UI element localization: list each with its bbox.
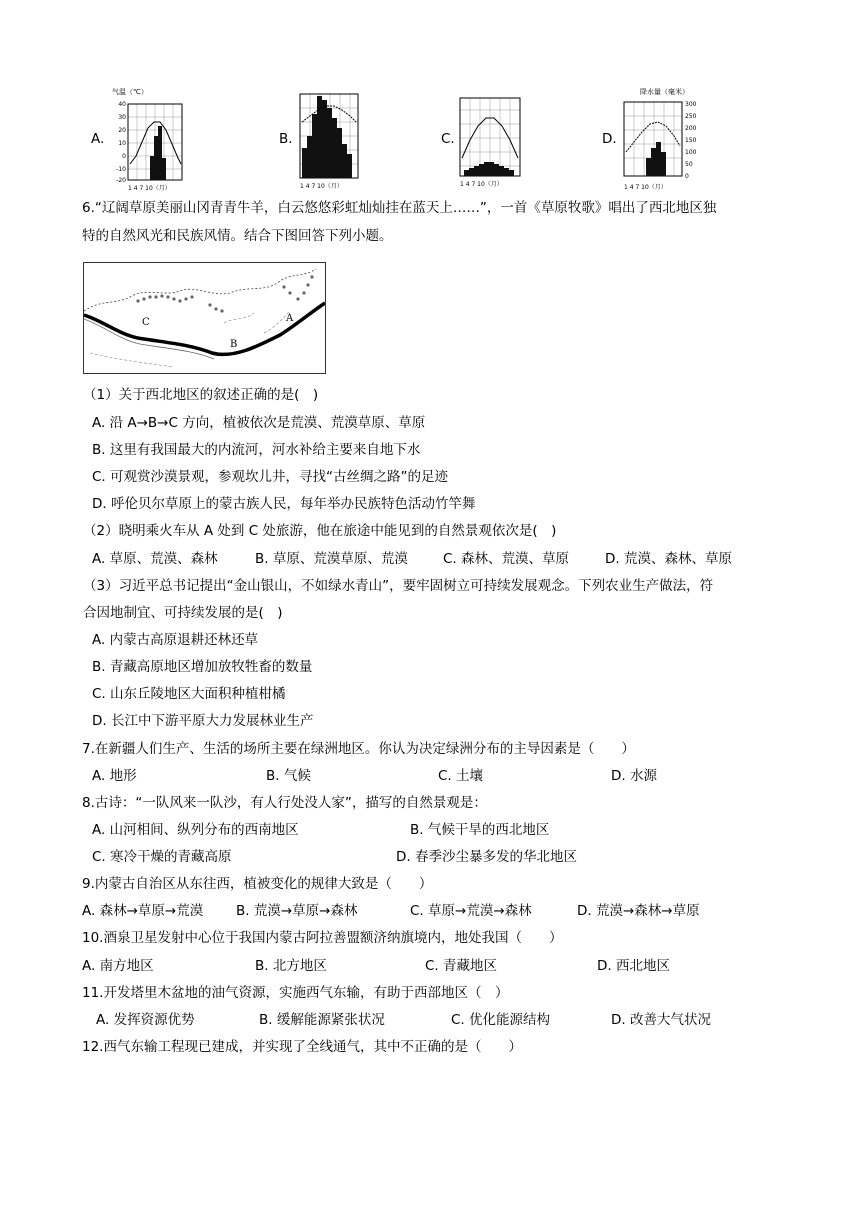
q10-option-c[interactable]: C. 青藏地区 [425,958,498,974]
svg-text:20: 20 [118,127,126,134]
q6-sub3-option-b[interactable]: B. 青藏高原地区增加放牧牲畜的数量 [92,659,313,675]
q10-option-b[interactable]: B. 北方地区 [255,958,327,974]
q6-sub1-option-d[interactable]: D. 呼伦贝尔草原上的蒙古族人民，每年举办民族特色活动竹竿舞 [92,496,476,512]
q8-option-b[interactable]: B. 气候干旱的西北地区 [410,822,550,838]
q6-sub3-stem-line2: 合因地制宜、可持续发展的是( ) [83,605,283,621]
q6-sub3-stem-line1: （3）习近平总书记提出“金山银山，不如绿水青山”，要牢固树立可持续发展观念。下列农业生产做法，符 [83,578,714,594]
q9-option-a[interactable]: A. 森林→草原→荒漠 [82,903,204,919]
q6-sub3-option-d[interactable]: D. 长江中下游平原大力发展林业生产 [92,713,314,729]
q6-sub1-option-c[interactable]: C. 可观赏沙漠景观，参观坎儿井，寻找“古丝绸之路”的足迹 [92,469,448,485]
chart-d-ytitle: 降水量（毫米） [640,88,689,96]
option-c-label: C. [441,131,455,147]
q6-sub3-option-c[interactable]: C. 山东丘陵地区大面积种植柑橘 [92,686,286,702]
q8-stem: 8.古诗：“一队风来一队沙，有人行处没人家”，描写的自然景观是： [82,795,487,811]
q10-option-a[interactable]: A. 南方地区 [82,958,154,974]
q6-stem-line1: 6.“辽阔草原美丽山冈青青牛羊，白云悠悠彩虹灿灿挂在蓝天上……”，一首《草原牧歌》唱出了西北地区独 [82,200,717,216]
q9-option-c[interactable]: C. 草原→荒漠→森林 [410,903,532,919]
q8-option-d[interactable]: D. 春季沙尘暴多发的华北地区 [396,849,577,865]
q6-sub2-option-d[interactable]: D. 荒漠、森林、草原 [605,551,732,567]
q9-option-d[interactable]: D. 荒漠→森林→草原 [577,903,700,919]
svg-text:150: 150 [685,137,697,144]
svg-text:40: 40 [118,101,126,108]
svg-text:1 4 7 10（月）: 1 4 7 10（月） [300,183,343,190]
svg-text:1 4 7 10（月）: 1 4 7 10（月） [624,184,667,191]
svg-text:50: 50 [685,161,693,168]
svg-text:1 4 7 10（月）: 1 4 7 10（月） [460,181,503,188]
svg-text:200: 200 [685,125,697,132]
q9-stem: 9.内蒙古自治区从东往西，植被变化的规律大致是（ ） [82,876,433,892]
q6-sub3-option-a[interactable]: A. 内蒙古高原退耕还林还草 [92,632,259,648]
northwest-region-map [83,262,326,374]
q11-option-b[interactable]: B. 缓解能源紧张状况 [259,1012,385,1028]
q6-sub1-stem: （1）关于西北地区的叙述正确的是( ) [83,387,319,403]
option-d-label: D. [602,131,617,147]
q6-sub1-option-b[interactable]: B. 这里有我国最大的内流河，河水补给主要来自地下水 [92,442,421,458]
climate-chart-c [456,96,536,190]
map-label-a: A [286,313,294,324]
svg-text:300: 300 [685,101,697,108]
q6-sub2-option-b[interactable]: B. 草原、荒漠草原、荒漠 [255,551,408,567]
q6-sub2-stem: （2）晓明乘火车从 A 处到 C 处旅游，他在旅途中能见到的自然景观依次是( ) [83,523,557,539]
q8-option-a[interactable]: A. 山河相间、纵列分布的西南地区 [92,822,299,838]
q7-stem: 7.在新疆人们生产、生活的场所主要在绿洲地区。你认为决定绿洲分布的主导因素是（ ） [82,741,635,757]
option-a-label: A. [91,131,105,147]
svg-text:0: 0 [122,153,126,160]
svg-text:-10: -10 [116,166,126,173]
q10-stem: 10.酒泉卫星发射中心位于我国内蒙古阿拉善盟额济纳旗境内，地处我国（ ） [82,930,563,946]
q6-sub1-option-a[interactable]: A. 沿 A→B→C 方向，植被依次是荒漠、荒漠草原、草原 [92,415,426,431]
svg-text:0: 0 [685,173,689,180]
svg-text:-20: -20 [116,177,126,184]
svg-text:10: 10 [118,140,126,147]
q11-option-d[interactable]: D. 改善大气状况 [611,1012,711,1028]
q7-option-c[interactable]: C. 土壤 [438,768,484,784]
q6-stem-line2: 特的自然风光和民族风情。结合下图回答下列小题。 [82,228,393,244]
q10-option-d[interactable]: D. 西北地区 [597,958,670,974]
map-label-b: B [230,339,238,350]
svg-text:30: 30 [118,114,126,121]
q7-option-b[interactable]: B. 气候 [266,768,311,784]
map-label-c: C [142,317,150,328]
q9-option-b[interactable]: B. 荒漠→草原→森林 [236,903,358,919]
q11-stem: 11.开发塔里木盆地的油气资源，实施西气东输，有助于西部地区（ ） [82,985,509,1001]
climate-chart-d [618,86,710,192]
svg-text:250: 250 [685,113,697,120]
q6-sub2-option-a[interactable]: A. 草原、荒漠、森林 [92,551,218,567]
climate-chart-b [294,92,370,190]
chart-a-ytitle: 气温（℃） [112,88,148,96]
q6-sub2-option-c[interactable]: C. 森林、荒漠、草原 [443,551,570,567]
svg-text:100: 100 [685,149,697,156]
q12-stem: 12.西气东输工程现已建成，并实现了全线通气，其中不正确的是（ ） [82,1039,522,1055]
q11-option-c[interactable]: C. 优化能源结构 [451,1012,551,1028]
q11-option-a[interactable]: A. 发挥资源优势 [96,1012,195,1028]
option-b-label: B. [279,131,293,147]
q8-option-c[interactable]: C. 寒冷干燥的青藏高原 [92,849,232,865]
q7-option-d[interactable]: D. 水源 [611,768,657,784]
svg-text:1 4 7 10（月）: 1 4 7 10（月） [128,185,171,192]
q7-option-a[interactable]: A. 地形 [92,768,137,784]
climate-chart-a [110,86,192,192]
